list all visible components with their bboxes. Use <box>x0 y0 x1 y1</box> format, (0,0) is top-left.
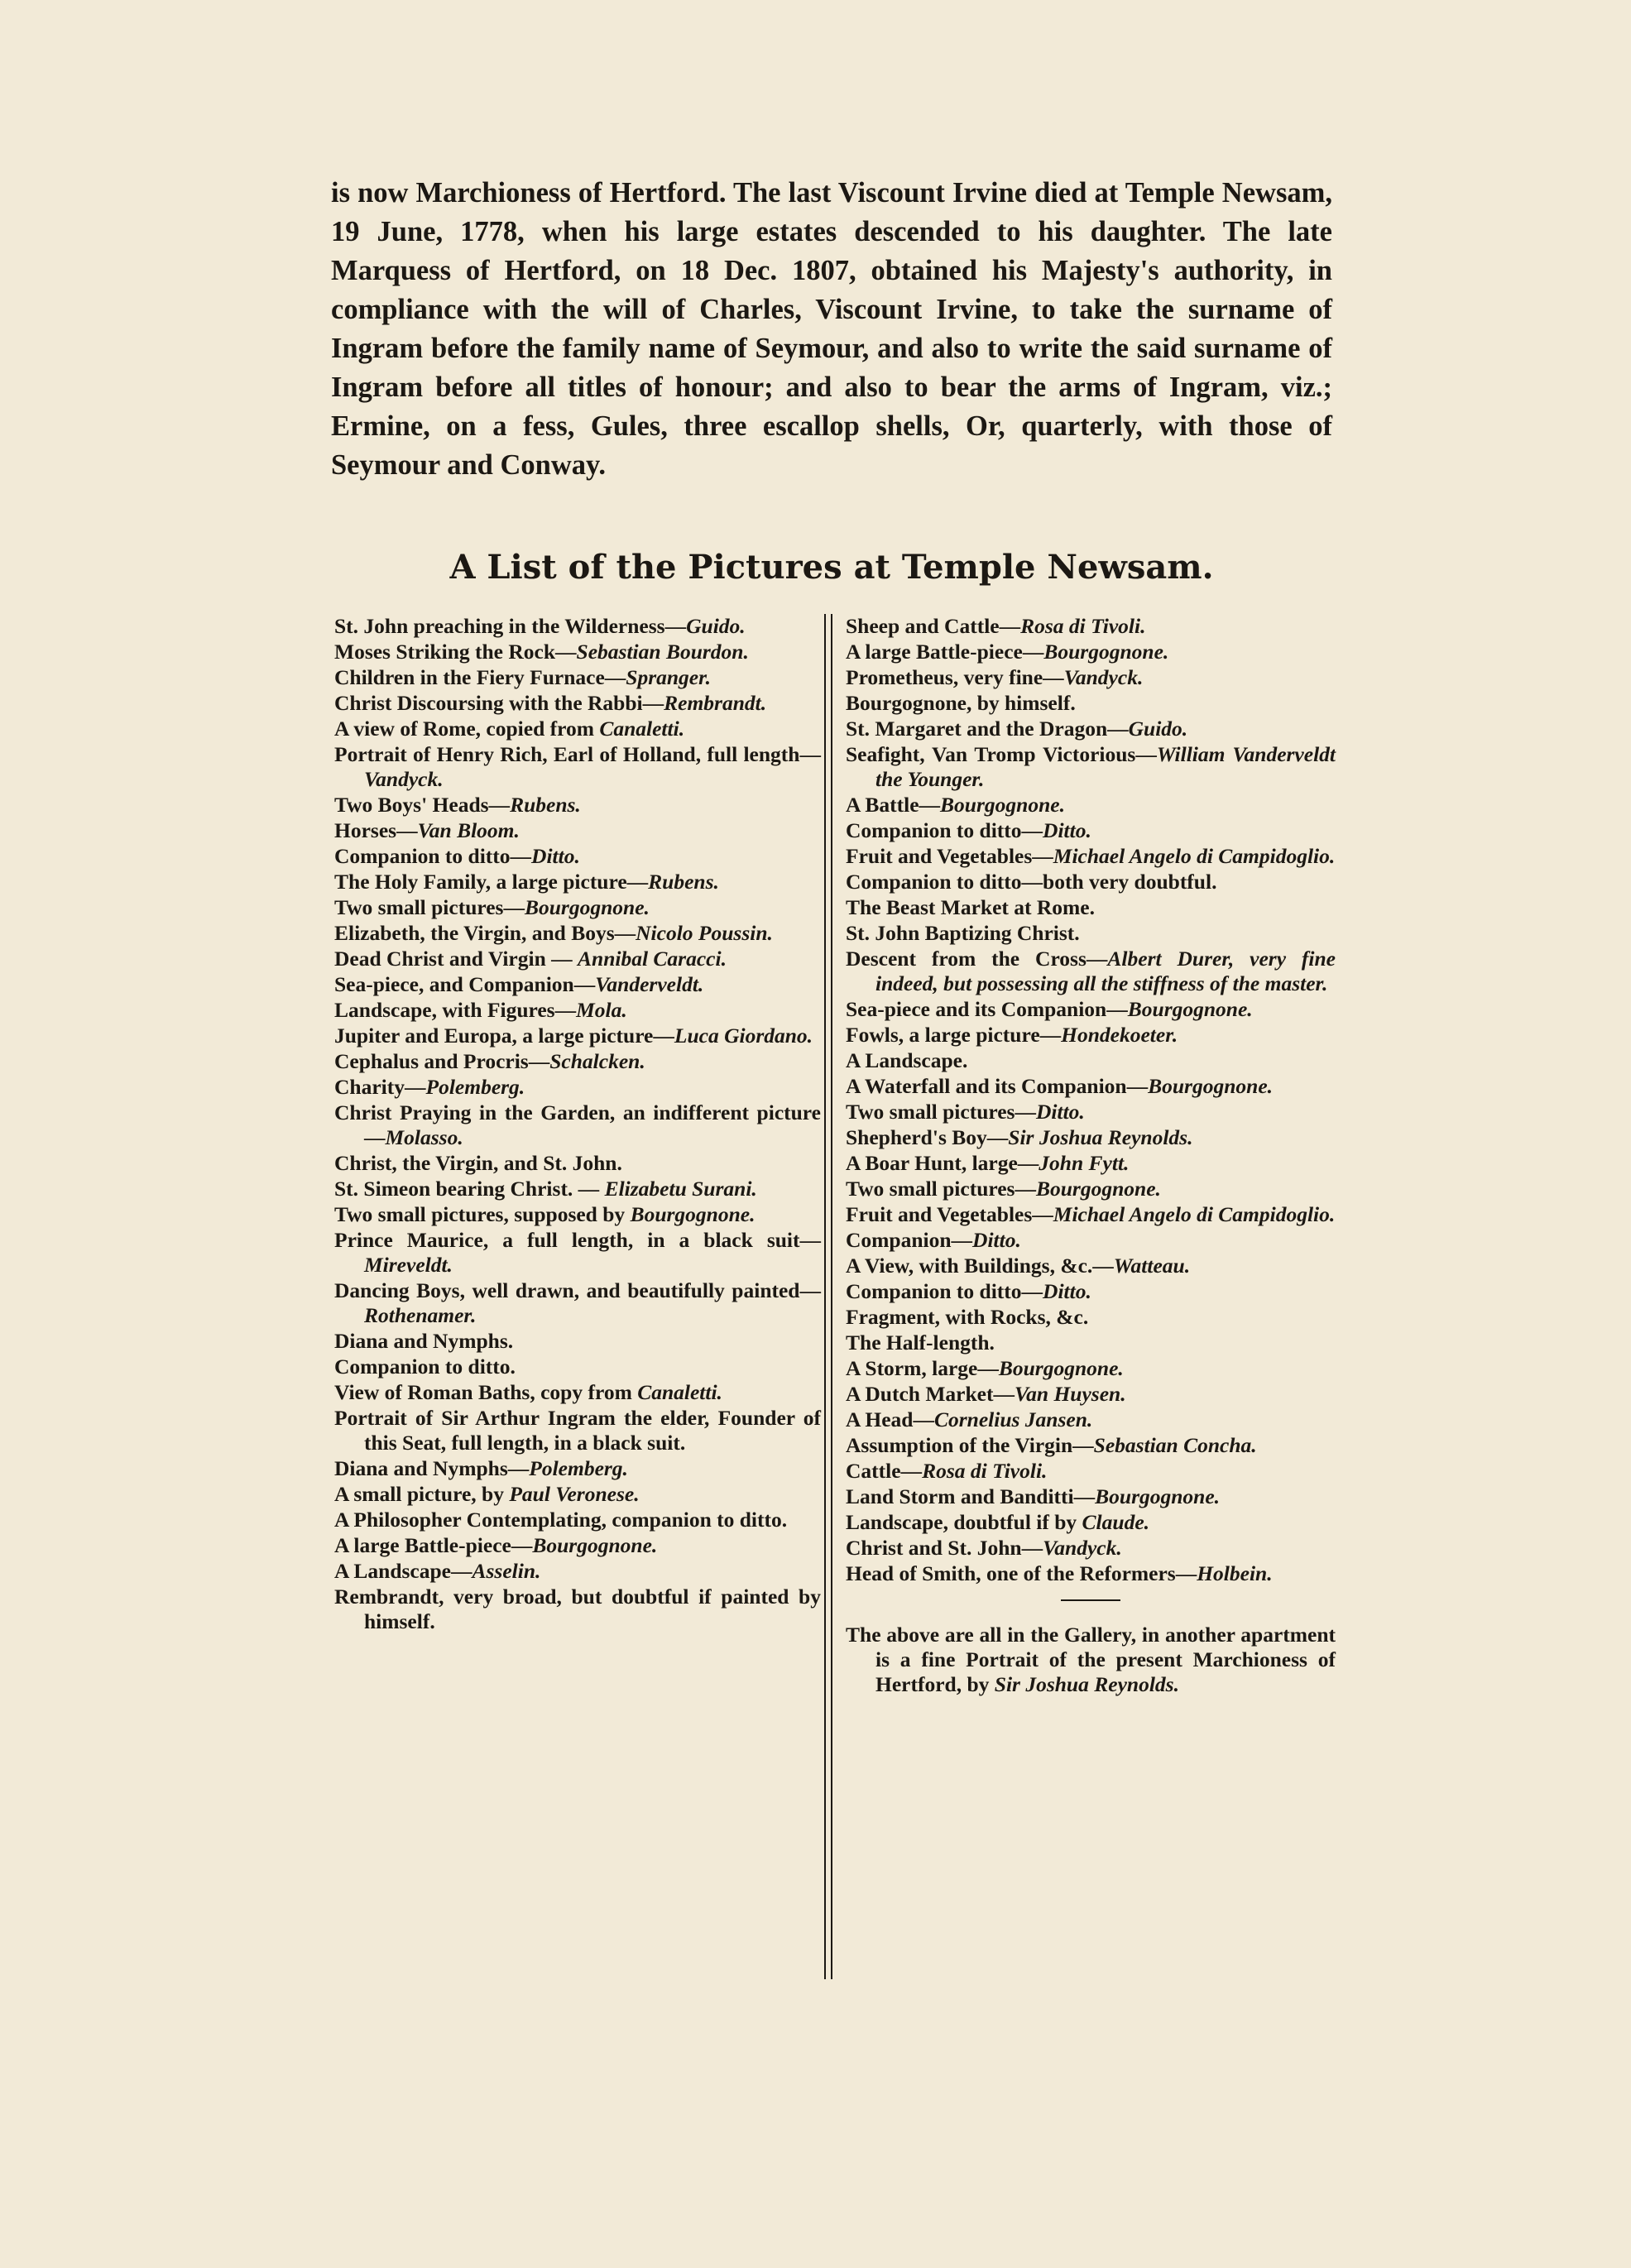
picture-title: Christ Praying in the Garden, an indifferent picture— <box>334 1100 821 1149</box>
picture-entry <box>334 1380 821 1405</box>
picture-artist: Bourgognone. <box>1127 997 1253 1021</box>
picture-entry <box>846 1561 1336 1586</box>
picture-entry <box>334 1202 821 1227</box>
picture-title: Land Storm and Banditti— <box>846 1484 1096 1508</box>
picture-entry <box>846 1356 1336 1381</box>
picture-title: View of Roman Baths, copy from <box>334 1380 638 1404</box>
picture-entry <box>846 1177 1336 1201</box>
picture-artist: John Fytt. <box>1039 1151 1130 1175</box>
picture-artist: Asselin. <box>472 1559 541 1583</box>
picture-entry <box>846 1510 1336 1535</box>
picture-title: A View, with Buildings, &c.— <box>846 1254 1114 1278</box>
picture-entry <box>846 1100 1336 1124</box>
picture-artist: Vandyck. <box>1063 665 1144 689</box>
picture-artist: Paul Veronese. <box>509 1482 640 1506</box>
picture-artist: Claude. <box>1082 1510 1150 1534</box>
intro-paragraph: is now Marchioness of Hertford. The last Viscount Irvine died at Temple Newsam, 19 June, 1778, when his large estates descended to his daughter. The late Marquess of Hertford, on 18 Dec. 1807, obtained his Majesty's authority, in compliance with the will of Charles, Viscount Irvine, to take the surname of Ingram before the family name of Seymour, and also to write the said surname of Ingram before all titles of honour; and also to bear the arms of Ingram, viz.; Ermine, on a fess, Gules, three escallop shells, Or, quarterly, with those of Seymour and Conway. <box>331 177 1332 481</box>
picture-artist: Sir Joshua Reynolds. <box>1008 1125 1193 1149</box>
picture-entry <box>334 1075 821 1100</box>
picture-entry <box>334 717 821 741</box>
picture-artist: Ditto. <box>1043 818 1091 842</box>
picture-entry <box>846 742 1336 792</box>
picture-entry <box>846 1484 1336 1509</box>
picture-title: Descent from the Cross— <box>846 947 1108 971</box>
picture-artist: Guido. <box>686 614 746 638</box>
picture-title: Two small pictures, supposed by <box>334 1202 631 1226</box>
picture-artist: Ditto. <box>972 1228 1021 1252</box>
closing-note-text: The above are all in the Gallery, in another apartment is a fine Portrait of the present Marchioness of Hertford, by <box>846 1622 1336 1696</box>
picture-entry <box>334 1533 821 1558</box>
picture-entry <box>334 947 821 971</box>
picture-artist: Bourgognone. <box>998 1356 1124 1380</box>
picture-title: Prince Maurice, a full length, in a black suit— <box>334 1228 821 1252</box>
picture-entry <box>846 997 1336 1022</box>
picture-title: Cattle— <box>846 1459 923 1483</box>
picture-artist: Bourgognone. <box>1148 1074 1274 1098</box>
picture-entry <box>334 1456 821 1481</box>
picture-entry <box>846 818 1336 843</box>
picture-title: Fruit and Vegetables— <box>846 1202 1053 1226</box>
picture-artist: Polemberg. <box>529 1456 628 1480</box>
picture-entry <box>334 1508 821 1532</box>
picture-title: Landscape, with Figures— <box>334 998 577 1022</box>
picture-title: Diana and Nymphs— <box>334 1456 530 1480</box>
picture-title: Children in the Fiery Furnace— <box>334 665 626 689</box>
picture-entry <box>334 793 821 818</box>
picture-entry <box>846 1433 1336 1458</box>
picture-title: Charity— <box>334 1075 426 1099</box>
picture-artist: Canaletti. <box>637 1380 722 1404</box>
picture-artist: Bourgognone. <box>630 1202 756 1226</box>
picture-entry <box>334 665 821 690</box>
picture-artist: Rembrandt. <box>664 691 767 715</box>
picture-entry <box>334 1228 821 1278</box>
picture-entry <box>846 691 1336 716</box>
picture-title: Companion to ditto—both very doubtful. <box>846 870 1217 894</box>
picture-entry <box>334 614 821 639</box>
picture-title: Sheep and Cattle— <box>846 614 1021 638</box>
picture-title: Assumption of the Virgin— <box>846 1433 1094 1457</box>
picture-entry <box>334 1177 821 1201</box>
picture-entry <box>334 640 821 664</box>
picture-title: Dancing Boys, well drawn, and beautifully painted— <box>334 1278 821 1302</box>
picture-artist: Mola. <box>576 998 627 1022</box>
picture-artist: Michael Angelo di Campidoglio. <box>1053 1202 1336 1226</box>
picture-artist: Cornelius Jansen. <box>933 1407 1093 1431</box>
picture-title: Two small pictures— <box>846 1177 1036 1201</box>
picture-title: Diana and Nymphs. <box>334 1329 514 1353</box>
picture-entry <box>846 1305 1336 1330</box>
picture-entry <box>846 665 1336 690</box>
picture-artist: Van Bloom. <box>417 818 520 842</box>
picture-artist: Van Huysen. <box>1014 1382 1126 1406</box>
picture-artist: Ditto. <box>1035 1100 1085 1124</box>
picture-title: Christ Discoursing with the Rabbi— <box>334 691 664 715</box>
picture-title: Companion to ditto— <box>846 818 1043 842</box>
picture-title: A Dutch Market— <box>846 1382 1015 1406</box>
picture-title: St. Simeon bearing Christ. — <box>334 1177 605 1201</box>
section-heading: A List of the Pictures at Temple Newsam. <box>449 548 1214 587</box>
closing-note <box>846 1623 1336 1697</box>
picture-title: Rembrandt, very broad, but doubtful if painted by himself. <box>334 1585 821 1633</box>
picture-artist: Rosa di Tivoli. <box>1020 614 1146 638</box>
picture-artist: Ditto. <box>531 844 580 868</box>
picture-artist: Canaletti. <box>599 717 685 741</box>
picture-entry <box>846 717 1336 741</box>
picture-entry <box>846 1151 1336 1176</box>
picture-title: A Head— <box>846 1407 934 1431</box>
picture-entry <box>334 1585 821 1634</box>
picture-artist: Michael Angelo di Campidoglio. <box>1053 844 1336 868</box>
picture-entry <box>334 1406 821 1455</box>
picture-title: Companion to ditto— <box>334 844 532 868</box>
picture-title: The Beast Market at Rome. <box>846 895 1095 919</box>
picture-entry <box>846 921 1336 946</box>
picture-title: Seafight, Van Tromp Victorious— <box>846 742 1157 766</box>
right-column <box>846 614 1336 1718</box>
picture-title: Two Boys' Heads— <box>334 793 511 817</box>
picture-entry <box>334 1278 821 1328</box>
picture-artist: Bourgognone. <box>940 793 1065 817</box>
picture-title: Fowls, a large picture— <box>846 1023 1062 1047</box>
picture-entry <box>334 691 821 716</box>
picture-artist: Rubens. <box>648 870 719 894</box>
picture-title: Moses Striking the Rock— <box>334 640 577 664</box>
picture-title: Companion to ditto. <box>334 1355 516 1379</box>
picture-title: Christ and St. John— <box>846 1536 1043 1560</box>
picture-artist: Vandyck. <box>1043 1536 1122 1560</box>
picture-artist: Hondekoeter. <box>1061 1023 1178 1047</box>
picture-artist: Bourgognone. <box>1043 640 1169 664</box>
picture-title: A small picture, by <box>334 1482 510 1506</box>
picture-title: Portrait of Sir Arthur Ingram the elder, Founder of this Seat, full length, in a black suit. <box>334 1406 821 1455</box>
picture-artist: Nicolo Poussin. <box>636 921 773 945</box>
picture-title: Sea-piece, and Companion— <box>334 972 596 996</box>
picture-entry <box>846 1074 1336 1099</box>
picture-entry <box>334 1024 821 1048</box>
picture-artist: William Vanderveldt the Younger. <box>875 742 1336 791</box>
picture-title: Bourgognone, by himself. <box>846 691 1076 715</box>
picture-artist: Sebastian Concha. <box>1093 1433 1257 1457</box>
picture-title: Landscape, doubtful if by <box>846 1510 1082 1534</box>
picture-title: Sea-piece and its Companion— <box>846 997 1128 1021</box>
picture-entry <box>846 614 1336 639</box>
picture-entry <box>846 844 1336 869</box>
picture-artist: Vandyck. <box>364 767 444 791</box>
picture-title: Fruit and Vegetables— <box>846 844 1053 868</box>
picture-title: A Waterfall and its Companion— <box>846 1074 1149 1098</box>
picture-entry <box>846 1536 1336 1561</box>
picture-entry <box>846 1254 1336 1278</box>
picture-artist: Molasso. <box>385 1125 463 1149</box>
picture-title: A Landscape— <box>334 1559 473 1583</box>
picture-title: Companion— <box>846 1228 973 1252</box>
picture-artist: Spranger. <box>626 665 712 689</box>
picture-title: Two small pictures— <box>334 895 525 919</box>
picture-entry <box>334 921 821 946</box>
picture-title: A Boar Hunt, large— <box>846 1151 1039 1175</box>
picture-title: St. John preaching in the Wilderness— <box>334 614 687 638</box>
picture-entry <box>846 1048 1336 1073</box>
picture-title: The Holy Family, a large picture— <box>334 870 649 894</box>
picture-entry <box>334 818 821 843</box>
picture-entry <box>846 1279 1336 1304</box>
left-column <box>334 614 821 1635</box>
picture-entry <box>334 1559 821 1584</box>
picture-entry <box>846 793 1336 818</box>
picture-entry <box>334 870 821 894</box>
picture-title: Christ, the Virgin, and St. John. <box>334 1151 622 1175</box>
picture-artist: Bourgognone. <box>532 1533 658 1557</box>
picture-title: A Philosopher Contemplating, companion to ditto. <box>334 1508 788 1532</box>
picture-artist: Vanderveldt. <box>595 972 704 996</box>
picture-title: Prometheus, very fine— <box>846 665 1064 689</box>
picture-title: Jupiter and Europa, a large picture— <box>334 1024 674 1048</box>
picture-title: Portrait of Henry Rich, Earl of Holland, full length— <box>334 742 821 766</box>
picture-entry <box>334 972 821 997</box>
picture-title: Dead Christ and Virgin — <box>334 947 578 971</box>
picture-entry <box>846 1202 1336 1227</box>
picture-entry <box>846 1023 1336 1048</box>
picture-entry <box>846 1331 1336 1355</box>
picture-entry <box>846 640 1336 664</box>
picture-title: Fragment, with Rocks, &c. <box>846 1305 1089 1329</box>
column-divider <box>824 614 832 1979</box>
picture-entry <box>334 1355 821 1379</box>
picture-artist: Luca Giordano. <box>674 1024 813 1048</box>
separator-rule <box>1061 1599 1120 1601</box>
picture-artist: Polemberg. <box>425 1075 525 1099</box>
picture-title: Shepherd's Boy— <box>846 1125 1009 1149</box>
picture-artist: Sebastian Bourdon. <box>576 640 749 664</box>
picture-artist: Holbein. <box>1197 1561 1273 1585</box>
picture-entry <box>334 1482 821 1507</box>
picture-title: The Half-length. <box>846 1331 995 1355</box>
picture-entry <box>846 870 1336 894</box>
picture-artist: Ditto. <box>1043 1279 1091 1303</box>
picture-artist: Bourgognone. <box>524 895 650 919</box>
picture-artist: Rothenamer. <box>364 1303 477 1327</box>
picture-entry <box>334 998 821 1023</box>
picture-title: Cephalus and Procris— <box>334 1049 550 1073</box>
picture-artist: Elizabetu Surani. <box>604 1177 757 1201</box>
picture-entry <box>846 947 1336 996</box>
picture-artist: Bourgognone. <box>1035 1177 1161 1201</box>
picture-artist: Bourgognone. <box>1095 1484 1221 1508</box>
picture-entry <box>846 1228 1336 1253</box>
picture-title: Companion to ditto— <box>846 1279 1043 1303</box>
picture-entry <box>846 1382 1336 1407</box>
picture-title: A view of Rome, copied from <box>334 717 600 741</box>
picture-title: A large Battle-piece— <box>846 640 1044 664</box>
picture-title: Elizabeth, the Virgin, and Boys— <box>334 921 636 945</box>
picture-title: Horses— <box>334 818 418 842</box>
picture-entry <box>334 895 821 920</box>
picture-entry <box>334 1100 821 1150</box>
picture-entry <box>846 1125 1336 1150</box>
picture-artist: Schalcken. <box>549 1049 645 1073</box>
picture-entry <box>846 1407 1336 1432</box>
picture-artist: Guido. <box>1128 717 1188 741</box>
picture-title: St. Margaret and the Dragon— <box>846 717 1129 741</box>
picture-entry <box>846 895 1336 920</box>
picture-title: Two small pictures— <box>846 1100 1036 1124</box>
picture-artist: Rosa di Tivoli. <box>922 1459 1048 1483</box>
picture-artist: Rubens. <box>510 793 581 817</box>
picture-entry <box>334 844 821 869</box>
picture-entry <box>334 1329 821 1354</box>
picture-artist: Mireveldt. <box>364 1253 453 1277</box>
picture-title: A Battle— <box>846 793 941 817</box>
picture-title: Head of Smith, one of the Reformers— <box>846 1561 1197 1585</box>
picture-title: St. John Baptizing Christ. <box>846 921 1080 945</box>
picture-title: A Storm, large— <box>846 1356 999 1380</box>
picture-artist: Albert Durer, very fine indeed, but possessing all the stiffness of the master. <box>875 947 1336 995</box>
closing-note-artist: Sir Joshua Reynolds. <box>994 1671 1179 1696</box>
picture-entry <box>334 1151 821 1176</box>
picture-title: A Landscape. <box>846 1048 968 1072</box>
picture-entry <box>846 1459 1336 1484</box>
picture-title: A large Battle-piece— <box>334 1533 533 1557</box>
picture-artist: Annibal Caracci. <box>578 947 727 971</box>
picture-entry <box>334 742 821 792</box>
picture-artist: Watteau. <box>1113 1254 1191 1278</box>
picture-entry <box>334 1049 821 1074</box>
